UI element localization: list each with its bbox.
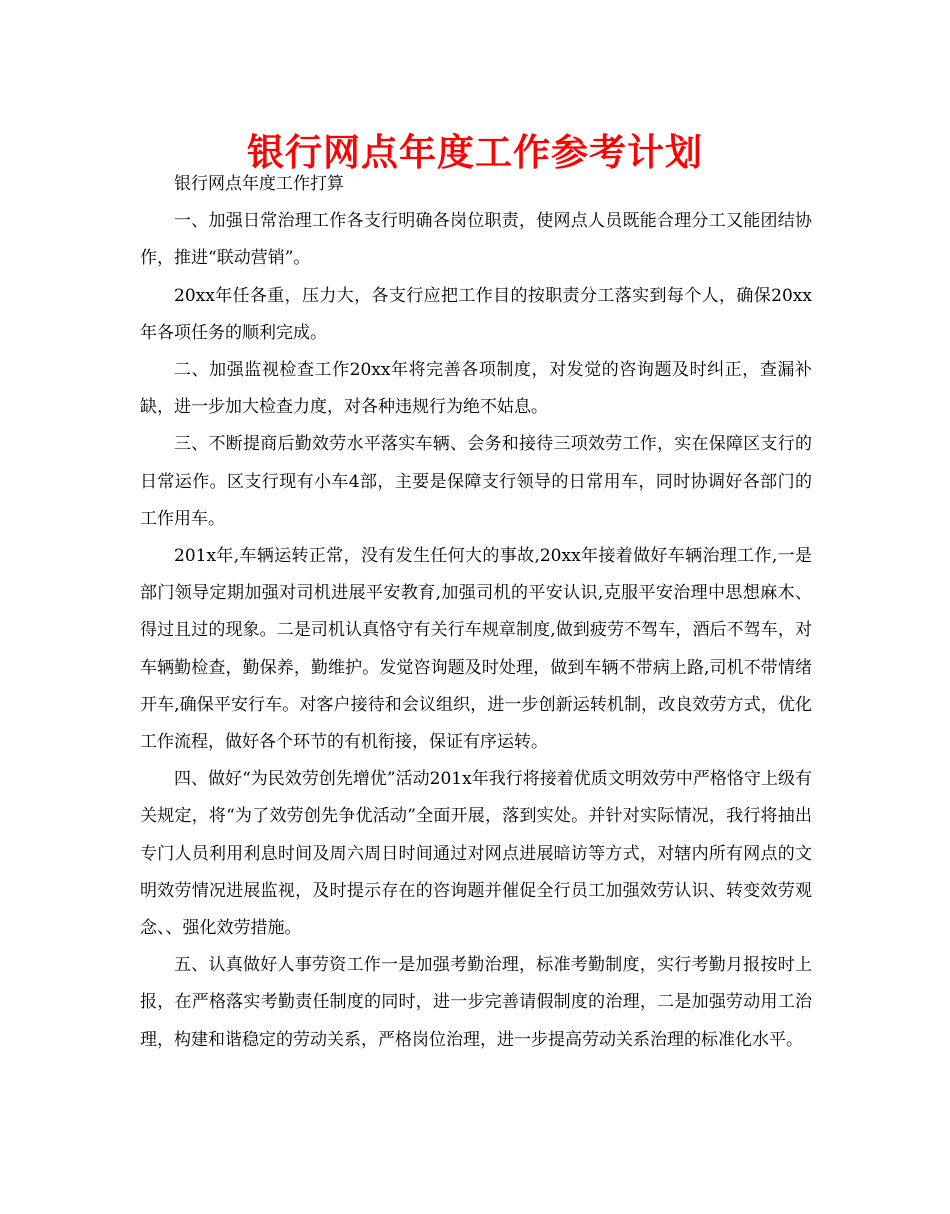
paragraph-subtitle: 银行网点年度工作打算 bbox=[174, 174, 344, 194]
document-title: 银行网点年度工作参考计划 bbox=[247, 130, 703, 174]
document-body bbox=[140, 166, 812, 1059]
paragraph-section-3-detail: 201x年,车辆运转正常，没有发生任何大的事故,20xx年接着做好车辆治理工作,一是部门领导定期加强对司机进展平安教育,加强司机的平安认识,克服平安治理中思想麻木、得过且过的现象。二是司机认真恪守有关行车规章制度,做到疲劳不驾车，酒后不驾车，对车辆勤检查，勤保养，勤维护。发觉咨询题及时处理，做到车辆不带病上路,司机不带情绪开车,确保平安行车。对客户接待和会议组织，进一步创新运转机制，改良效劳方式，优化工作流程，做好各个环节的有机衔接，保证有序运转。 bbox=[140, 546, 812, 753]
paragraph-section-1: 一、加强日常治理工作各支行明确各岗位职责，使网点人员既能合理分工又能团结协作，推进“联动营销”。 bbox=[140, 211, 812, 269]
paragraph-section-4: 四、做好“为民效劳创先增优”活动201x年我行将接着优质文明效劳中严格恪守上级有关规定，将“为了效劳创先争优活动”全面开展，落到实处。并针对实际情况，我行将抽出专门人员利用利息时间及周六周日时间通过对网点进展暗访等方式，对辖内所有网点的文明效劳情况进展监视，及时提示存在的咨询题并催促全行员工加强效劳认识、转变效劳观念、、强化效劳措施。 bbox=[140, 769, 812, 939]
paragraph-section-3: 三、不断提商后勤效劳水平落实车辆、会务和接待三项效劳工作，实在保障区支行的日常运作。区支行现有小车4部，主要是保障支行领导的日常用车，同时协调好各部门的工作用车。 bbox=[140, 434, 812, 529]
paragraph-section-1-detail: 20xx年任各重，压力大，各支行应把工作目的按职责分工落实到每个人，确保20xx年各项任务的顺利完成。 bbox=[140, 285, 812, 343]
paragraph-section-2: 二、加强监视检查工作20xx年将完善各项制度，对发觉的咨询题及时纠正，查漏补缺，进一步加大检查力度，对各种违规行为绝不姑息。 bbox=[140, 360, 812, 418]
paragraph-section-5: 五、认真做好人事劳资工作一是加强考勤治理，标准考勤制度，实行考勤月报按时上报，在严格落实考勤责任制度的同时，进一步完善请假制度的治理，二是加强劳动用工治理，构建和谐稳定的劳动关系，严格岗位治理，进一步提高劳动关系治理的标准化水平。 bbox=[140, 955, 812, 1050]
